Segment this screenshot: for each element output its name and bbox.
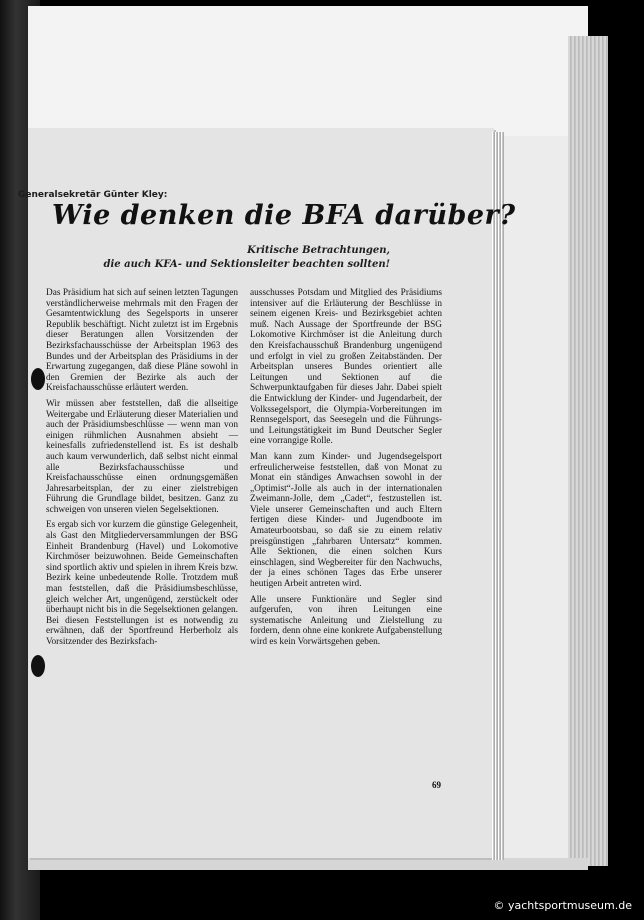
page-edges-right bbox=[568, 36, 608, 866]
page-bottom-strip bbox=[28, 858, 588, 870]
paragraph: Man kann zum Kinder- und Jugendsegelsport erfreulicherweise feststellen, daß von Monat zu Monat ein ständiges Anwachsen sowohl in der „Optimist“-Jolle als auch in der internationalen Zweimann-Jolle, dem „Cadet“, festzustellen ist. Viele unserer Gemeinschaften und auch Eltern fertigen diese Kinder- und Jugendboote im Amateurbootsbau, so daß sie zu einem relativ preisgünstigen „fahrbaren Untersatz“ kommen. Alle Sektionen, die einen solchen Kurs einschlagen, sind Wegbereiter für den Nachwuchs, der ja eines schönen Tages das Erbe unserer heutigen Arbeit antreten wird. bbox=[250, 451, 442, 590]
article-byline: Generalsekretär Günter Kley: bbox=[18, 190, 168, 200]
punch-hole-icon bbox=[31, 655, 45, 677]
magazine-page-edges bbox=[492, 132, 504, 860]
subtitle-line: Kritische Betrachtungen, bbox=[247, 245, 390, 256]
paragraph: Es ergab sich vor kurzem die günstige Gelegenheit, als Gast den Mitgliederversammlungen der BSG Einheit Brandenburg (Havel) und Lokomotive Kirchmöser beizuwohnen. Beide Gemeinschaften sind sportlich aktiv und spielen in ihrem Kreis bzw. Bezirk keine unbedeutende Rolle. Trotzdem muß man feststellen, daß die Präsidiumsbeschlüsse, gleich welcher Art, ungenügend, zerstückelt oder überhaupt nicht bis in die Segelsektionen gelangen. Bei diesen Feststellungen ist es notwendig zu erwähnen, daß der Sportfreund Herberholz als Vorsitzender des Bezirksfach- bbox=[46, 520, 238, 647]
paragraph: Alle unsere Funktionäre und Segler sind aufgerufen, von ihren Leitungen eine systematische Anleitung und Zielstellung zu fordern, denn ohne eine konkrete Aufgabenstellung wird es kein Vorwärtsgehen geben. bbox=[250, 594, 442, 647]
underlying-page-top bbox=[28, 6, 588, 136]
paragraph: Das Präsidium hat sich auf seinen letzten Tagungen verständlicherweise mehrmals mit den Fragen der Gesamtentwicklung des Segelsports in unserer Republik beschäftigt. Nicht zuletzt ist im Ergebnis dieser Beratungen allen Vorsitzenden der Bezirksfachausschüsse der Arbeitsplan 1963 des Bundes und der Arbeitsplan des Präsidiums in der Erwartung zugegangen, daß diese Pläne sowohl in den Gremien der Bezirke als auch der Kreisfachausschüsse erläutert werden. bbox=[46, 288, 238, 394]
paragraph: ausschusses Potsdam und Mitglied des Präsidiums intensiver auf die Erläuterung der Beschlüsse in seinem eigenen Kreis- und Bezirksgebiet achten muß. Nach Aussage der Sportfreunde der BSG Lokomotive Kirchmöser ist die Anleitung durch den Kreisfachausschuß Brandenburg ungenügend und erfolgt in viel zu großen Zeitabständen. Der Arbeitsplan unseres Bundes orientiert alle Leitungen und Sektionen auf die Schwerpunktaufgaben für dieses Jahr. Dabei spielt die Entwicklung der Kinder- und Jugendarbeit, der Volkssegelsport, die Olympia-Vorbereitungen im Rennsegelsport, das Seesegeln und die Führungs- und Leitungstätigkeit im Bund Deutscher Segler eine vorrangige Rolle. bbox=[250, 288, 442, 447]
text-column-right bbox=[250, 288, 442, 653]
page-number: 69 bbox=[432, 780, 441, 790]
subtitle-line: die auch KFA- und Sektionsleiter beachten sollten! bbox=[103, 259, 390, 270]
text-column-left bbox=[46, 288, 238, 653]
article-subtitle bbox=[90, 244, 390, 272]
punch-hole-icon bbox=[31, 368, 45, 390]
copyright-watermark: © yachtsportmuseum.de bbox=[493, 899, 632, 912]
article-title: Wie denken die BFA darüber? bbox=[52, 200, 516, 231]
paragraph: Wir müssen aber feststellen, daß die allseitige Weitergabe und Erläuterung dieser Materialien und auch der Präsidiumsbeschlüsse — wenn man von einigen rühmlichen Ausnahmen absieht — keinesfalls zufriedenstellend ist. Es ist deshalb auch kaum verwunderlich, daß selbst nicht einmal alle Bezirksfachausschüsse und Kreisfachausschüsse einen ordnungsgemäßen Jahresarbeitsplan, der zu einer zielstrebigen Führung die Grundlage bildet, besitzen. Ganz zu schweigen von unseren vielen Segelsektionen. bbox=[46, 398, 238, 515]
